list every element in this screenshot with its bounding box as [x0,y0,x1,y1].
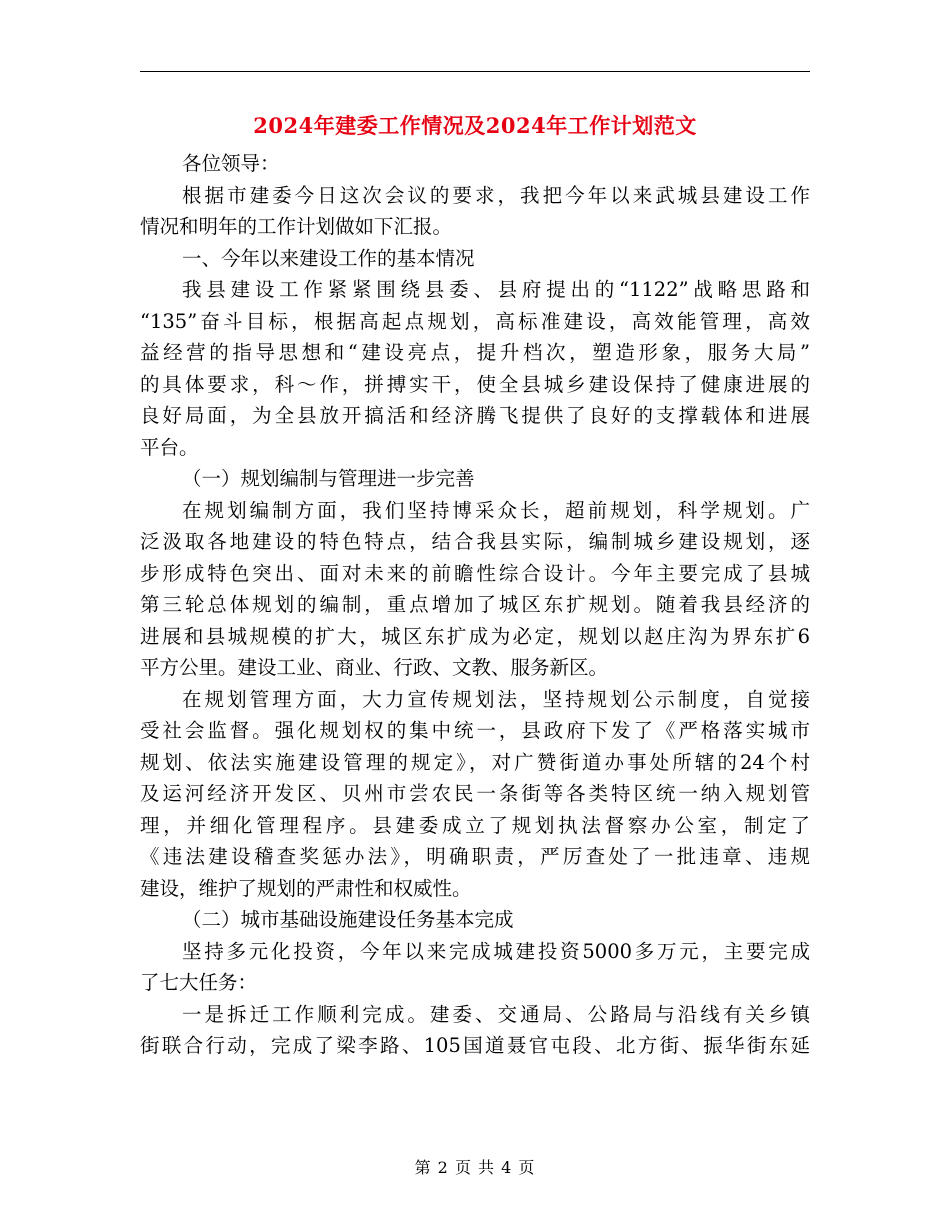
text-line: “135”奋斗目标，根据高起点规划，高标准建设，高效能管理，高效 [140,309,810,333]
text-line: 的具体要求，科～作，拼搏实干，使全县城乡建设保持了健康进展的 [140,372,810,396]
text-line: 规划、依法实施建设管理的规定》，对广赞街道办事处所辖的24个村 [140,750,810,774]
text-line: 及运河经济开发区、贝州市尝农民一条街等各类特区统一纳入规划管 [140,782,810,805]
text-line: 一、今年以来建设工作的基本情况 [182,246,475,270]
text-line: 步形成特色突出、面对未来的前瞻性综合设计。今年主要完成了县城 [140,561,810,585]
text-line: 街联合行动，完成了梁李路、105国道聂官屯段、北方街、振华街东延 [140,1034,810,1057]
text-line: （一）规划编制与管理进一步完善 [182,467,475,490]
text-line: 泛汲取各地建设的特色特点，结合我县实际，编制城乡建设规划，逐 [140,530,810,553]
text-line: 坚持多元化投资，今年以来完成城建投资5000多万元，主要完成 [182,939,810,963]
text-line: 根据市建委今日这次会议的要求，我把今年以来武城县建设工作 [182,183,810,207]
text-line: 第三轮总体规划的编制，重点增加了城区东扩规划。随着我县经济的 [140,593,810,616]
text-line: 平方公里。建设工业、商业、行政、文教、服务新区。 [140,656,609,679]
page-number: 第 2 页 共 4 页 [414,1158,536,1177]
text-line: 情况和明年的工作计划做如下汇报。 [140,215,453,238]
text-line: 受社会监督。强化规划权的集中统一，县政府下发了《严格落实城市 [140,719,810,742]
text-line: 益经营的指导思想和“建设亮点，提升档次，塑造形象，服务大局” [140,341,810,364]
header-rule [140,71,810,72]
text-line: 在规划编制方面，我们坚持博采众长，超前规划，科学规划。广 [182,498,810,522]
text-line: 在规划管理方面，大力宣传规划法，坚持规划公示制度，自觉接 [182,687,810,711]
text-line: 各位领导： [182,152,280,175]
text-line: 了七大任务： [140,971,258,994]
text-line: 理，并细化管理程序。县建委成立了规划执法督察办公室，制定了 [140,813,810,837]
document-body [140,148,810,1062]
document-title: 2024年建委工作情况及2024年工作计划范文 [253,113,697,138]
text-line: 平台。 [140,435,199,459]
text-line: 我县建设工作紧紧围绕县委、县府提出的“1122”战略思路和 [182,278,810,301]
text-line: （二）城市基础设施建设任务基本完成 [182,908,514,931]
text-line: 一是拆迁工作顺利完成。建委、交通局、公路局与沿线有关乡镇 [182,1002,810,1026]
text-line: 建设，维护了规划的严肃性和权威性。 [140,876,472,900]
text-line: 进展和县城规模的扩大，城区东扩成为必定，规划以赵庄沟为界东扩6 [140,624,810,648]
text-line: 良好局面，为全县放开搞活和经济腾飞提供了良好的支撑载体和进展 [140,404,810,427]
text-line: 《违法建设稽查奖惩办法》，明确职责，严厉查处了一批违章、违规 [140,845,810,868]
